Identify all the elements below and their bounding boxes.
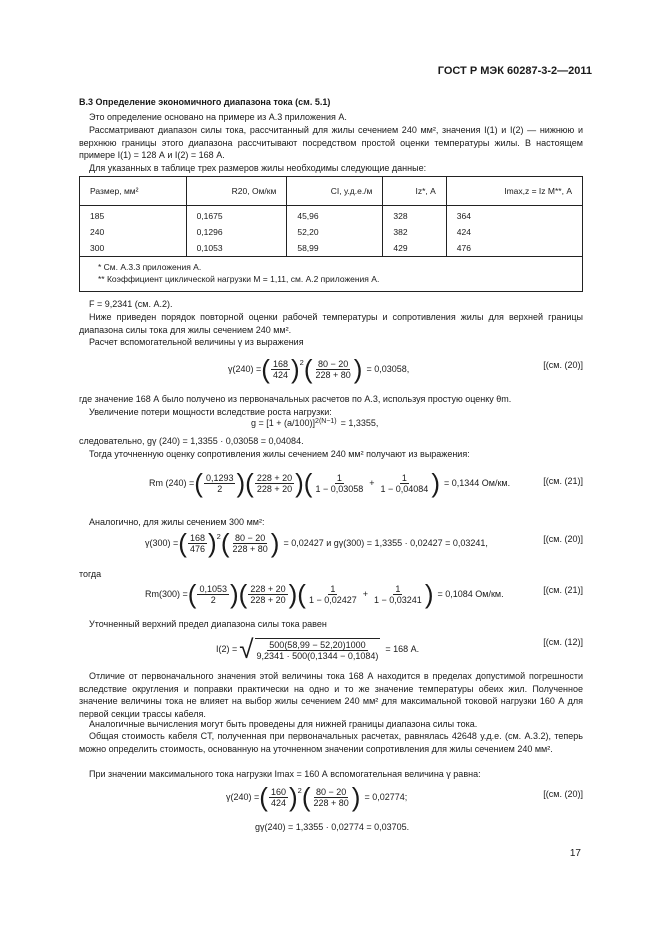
table-cell: 185 bbox=[80, 206, 187, 225]
numerator: 1 bbox=[330, 583, 336, 594]
paragraph-15: Общая стоимость кабеля CT, полученная при первоначальных расчетах, равнялась 42648 у.д.е. (см. А.3.2), теперь можно определить стоимость, основанную на уточненном значении сопротивления для жилы сечением 240 мм². bbox=[79, 731, 583, 754]
denominator: 1 − 0,04084 bbox=[380, 483, 429, 494]
paren: ) bbox=[288, 579, 298, 609]
numerator: 160 bbox=[270, 786, 286, 797]
equation-3 bbox=[149, 470, 510, 496]
denominator: 2 bbox=[210, 594, 216, 605]
paren: ( bbox=[301, 782, 311, 812]
fraction bbox=[372, 584, 424, 605]
equation-ref: [(см. (12)] bbox=[543, 637, 583, 647]
paren: ( bbox=[303, 468, 313, 498]
fraction bbox=[188, 533, 207, 554]
paren: ( bbox=[261, 354, 270, 384]
table-cell: 0,1675 bbox=[186, 206, 287, 225]
paragraph-9: Тогда уточненную оценку сопротивления жилы сечением 240 мм² получают из выражения: bbox=[89, 449, 470, 459]
table-cell: 58,99 bbox=[287, 240, 383, 257]
f-value-line: F = 9,2341 (см. А.2). bbox=[89, 299, 173, 309]
paren: ) bbox=[351, 782, 361, 812]
table-cell: 364 bbox=[446, 206, 582, 225]
equation-2 bbox=[251, 418, 378, 428]
eq-lhs: Rm(300) = bbox=[145, 589, 188, 599]
paren: ) bbox=[229, 579, 239, 609]
table-header: Размер, мм² bbox=[80, 177, 187, 206]
table-header: R20, Ом/км bbox=[186, 177, 287, 206]
eq-lhs: γ(240) = bbox=[226, 792, 260, 802]
exponent: 2 bbox=[299, 358, 304, 367]
fraction bbox=[204, 473, 236, 494]
fraction bbox=[271, 359, 290, 380]
denominator: 228 + 80 bbox=[313, 797, 349, 808]
plus-sign: + bbox=[369, 478, 375, 488]
numerator: 1 bbox=[395, 583, 401, 594]
equation-8: gγ(240) = 1,3355 · 0,02774 = 0,03705. bbox=[255, 822, 410, 832]
paren: ) bbox=[236, 468, 246, 498]
data-table bbox=[79, 176, 583, 292]
paragraph-13: Отличие от первоначального значения этой величины тока 168 А находится в пределах допустимой погрешности вследствие округления и поправки практически на одно и то же значение температуры обеих жил. Полученное значение величины тока не влияет на выбор жилы сечением 240 мм² для максимальной токовой нагрузки 160 А для первой секции трассы кабеля. bbox=[79, 671, 583, 719]
denominator: 1 − 0,03058 bbox=[315, 483, 364, 494]
paren: ) bbox=[207, 528, 217, 558]
exponent: 2 bbox=[297, 786, 302, 795]
paren: ( bbox=[178, 528, 187, 558]
eq-lhs: γ(300) = bbox=[145, 538, 179, 548]
table-header: CI, у.д.е./м bbox=[287, 177, 383, 206]
denominator: 9,2341 · 500(0,1344 − 0,1084) bbox=[256, 650, 379, 661]
table-note: ** Коэффициент циклической нагрузки M = 1,11, см. А.2 приложения А. bbox=[98, 274, 380, 284]
eq-rhs: = 0,02774; bbox=[364, 792, 408, 802]
eq-rhs: = 1,3355, bbox=[340, 418, 379, 428]
eq-rhs: = 0,02427 и gγ(300) = 1,3355 · 0,02427 = 0,03241, bbox=[283, 538, 488, 548]
fraction bbox=[307, 584, 359, 605]
plus-sign: + bbox=[362, 589, 369, 599]
numerator: 0,1053 bbox=[199, 583, 227, 594]
numerator: 1 bbox=[401, 472, 407, 483]
paragraph-14: Аналогичные вычисления могут быть проведены для нижней границы диапазона силы тока. bbox=[89, 719, 478, 729]
section-title: В.3 Определение экономичного диапазона тока (см. 5.1) bbox=[79, 97, 331, 107]
table-cell: 52,20 bbox=[287, 224, 383, 240]
paren: ( bbox=[187, 579, 197, 609]
paragraph-11: тогда bbox=[79, 569, 102, 579]
numerator: 0,1293 bbox=[205, 472, 234, 483]
paren: ) bbox=[431, 468, 440, 498]
paren: ) bbox=[288, 782, 298, 812]
fraction bbox=[255, 473, 294, 494]
exponent: 2(N−1) bbox=[315, 418, 337, 425]
paragraph-6: где значение 168 А было получено из первоначальных расчетов по А.3, используя простую оценку θm. bbox=[79, 394, 512, 404]
denominator: 424 bbox=[270, 797, 286, 808]
fraction bbox=[255, 638, 381, 661]
equation-ref: [(см. (20)] bbox=[543, 534, 583, 544]
numerator: 80 − 20 bbox=[316, 786, 347, 797]
table-cell: 0,1296 bbox=[186, 224, 287, 240]
equation-5 bbox=[145, 581, 504, 607]
table-cell: 424 bbox=[446, 224, 582, 240]
table-header: Imax,z = Iz M**, А bbox=[446, 177, 582, 206]
numerator: 168 bbox=[189, 532, 205, 543]
paren: ) bbox=[353, 354, 363, 384]
fraction bbox=[231, 533, 270, 554]
paragraph-12: Уточненный верхний предел диапазона силы тока равен bbox=[89, 619, 327, 629]
eq-lhs: Rm (240) = bbox=[149, 478, 195, 488]
table-header-row bbox=[80, 177, 583, 206]
paren: ( bbox=[238, 579, 248, 609]
numerator: 168 bbox=[272, 358, 288, 369]
table-cell: 382 bbox=[383, 224, 446, 240]
paren: ( bbox=[220, 528, 230, 558]
paragraph-4: Ниже приведен порядок повторной оценки рабочей температуры и сопротивления жилы для верхней границы диапазона силы тока для жилы сечением 240 мм². bbox=[79, 312, 583, 335]
numerator: 228 + 20 bbox=[250, 583, 286, 594]
eq-rhs: = 168 А. bbox=[385, 644, 420, 654]
intro-paragraph-3: Для указанных в таблице трех размеров жилы необходимы следующие данные: bbox=[89, 163, 427, 173]
table-note: * См. А.3.3 приложения А. bbox=[98, 262, 202, 272]
paren: ) bbox=[270, 528, 280, 558]
table-cell: 240 bbox=[80, 224, 187, 240]
denominator: 2 bbox=[217, 483, 223, 494]
table-notes bbox=[80, 257, 583, 292]
denominator: 1 − 0,02427 bbox=[308, 594, 357, 605]
fraction bbox=[313, 473, 365, 494]
eq-rhs: = 0,03058, bbox=[366, 364, 410, 374]
paren: ( bbox=[297, 579, 306, 609]
fraction bbox=[269, 787, 288, 808]
document-header: ГОСТ Р МЭК 60287-3-2—2011 bbox=[437, 65, 592, 77]
fraction bbox=[314, 359, 353, 380]
fraction bbox=[197, 584, 229, 605]
exponent: 2 bbox=[216, 532, 221, 541]
table-cell: 476 bbox=[446, 240, 582, 257]
table-header: Iz*, А bbox=[383, 177, 446, 206]
table-cell: 429 bbox=[383, 240, 446, 257]
equation-ref: [(см. (21)] bbox=[543, 476, 583, 486]
intro-paragraph-2: Рассматривают диапазон силы тока, рассчитанный для жилы сечением 240 мм², значения I(1) и I(2) — нижнюю и верхнюю границы этого диапазона рассчитывают посредством простой оценки температуры жилы. В настоящем примере I(1) = 128 А и I(2) = 168 А. bbox=[79, 125, 583, 160]
table-cell: 0,1053 bbox=[186, 240, 287, 257]
denominator: 228 + 20 bbox=[256, 483, 293, 494]
paragraph-10: Аналогично, для жилы сечением 300 мм²: bbox=[89, 517, 265, 527]
paren: ) bbox=[290, 354, 300, 384]
paren: ( bbox=[259, 782, 268, 812]
paragraph-5: Расчет вспомогательной величины γ из выражения bbox=[89, 337, 304, 347]
denominator: 424 bbox=[272, 369, 288, 380]
paragraph-16: При значении максимального тока нагрузки Imax = 160 А вспомогательная величина γ равна: bbox=[89, 769, 481, 779]
numerator: 80 − 20 bbox=[318, 358, 349, 369]
table-cell: 328 bbox=[383, 206, 446, 225]
equation-7 bbox=[226, 784, 407, 810]
equation-ref: [(см. (21)] bbox=[543, 585, 583, 595]
eq-lhs: I(2) = bbox=[216, 644, 238, 654]
denominator: 228 + 80 bbox=[232, 543, 268, 554]
equation-ref: [(см. (20)] bbox=[543, 789, 583, 799]
table-row bbox=[80, 224, 583, 240]
numerator: 80 − 20 bbox=[235, 532, 266, 543]
paren: ( bbox=[303, 354, 313, 384]
intro-paragraph-1: Это определение основано на примере из А.3 приложения А. bbox=[89, 112, 347, 122]
paragraph-8: следовательно, gγ (240) = 1,3355 · 0,03058 = 0,04084. bbox=[79, 436, 304, 446]
denominator: 476 bbox=[189, 543, 205, 554]
eq-rhs: = 0,1084 Ом/км. bbox=[437, 589, 504, 599]
denominator: 228 + 80 bbox=[315, 369, 351, 380]
paren: ( bbox=[245, 468, 254, 498]
paren: ( bbox=[194, 468, 203, 498]
table-row bbox=[80, 240, 583, 257]
table-cell: 300 bbox=[80, 240, 187, 257]
paren: ) bbox=[295, 468, 304, 498]
denominator: 228 + 20 bbox=[250, 594, 286, 605]
paren: ) bbox=[424, 579, 434, 609]
eq-text: g = [1 + (a/100)] bbox=[251, 418, 316, 428]
table-notes-row bbox=[80, 257, 583, 292]
equation-6 bbox=[216, 636, 419, 662]
table-cell: 45,96 bbox=[287, 206, 383, 225]
paragraph-7: Увеличение потери мощности вследствие роста нагрузки: bbox=[89, 407, 332, 417]
page-number: 17 bbox=[569, 848, 581, 859]
numerator: 500(58,99 − 52,20)1000 bbox=[269, 639, 366, 650]
numerator: 228 + 20 bbox=[256, 472, 293, 483]
equation-ref: [(см. (20)] bbox=[543, 360, 583, 370]
fraction bbox=[312, 787, 351, 808]
eq-rhs: = 0,1344 Ом/км. bbox=[443, 478, 511, 488]
denominator: 1 − 0,03241 bbox=[374, 594, 422, 605]
equation-4 bbox=[145, 530, 488, 556]
fraction bbox=[379, 473, 431, 494]
numerator: 1 bbox=[336, 472, 342, 483]
sqrt-sign: √ bbox=[239, 634, 254, 664]
fraction bbox=[248, 584, 287, 605]
eq-lhs: γ(240) = bbox=[228, 364, 262, 374]
equation-1 bbox=[228, 356, 409, 382]
table-row bbox=[80, 206, 583, 225]
